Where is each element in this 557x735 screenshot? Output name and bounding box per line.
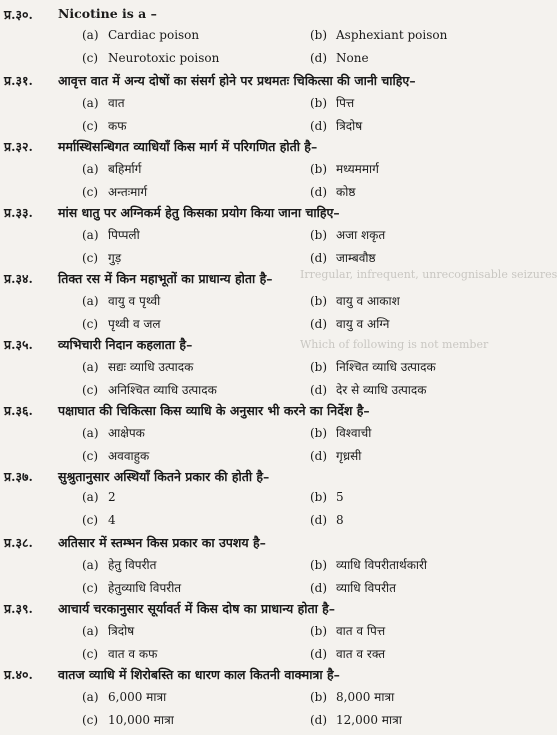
option-text: Neurotoxic poison <box>108 51 220 65</box>
option-label: (a) <box>82 624 99 638</box>
option-label: (d) <box>310 581 328 595</box>
option-label: (d) <box>310 513 328 527</box>
option-label: (a) <box>82 360 99 374</box>
option-b <box>310 490 344 504</box>
option-text: None <box>336 51 369 65</box>
option-label: (b) <box>310 228 328 242</box>
option-text: अनिश्चित व्याधि उत्पादक <box>108 383 217 397</box>
option-d <box>310 513 344 527</box>
option-text: 5 <box>336 490 344 504</box>
option-b <box>310 622 385 639</box>
bleed-through-text: Irregular, infrequent, unrecognisable seizures <box>300 268 557 281</box>
option-text: सद्यः व्याधि उत्पादक <box>108 360 194 374</box>
question-number: प्र.३२. <box>4 139 33 154</box>
option-b <box>310 688 394 705</box>
option-b <box>310 358 436 375</box>
option-label: (d) <box>310 449 328 463</box>
option-b <box>310 226 385 243</box>
option-c <box>82 645 157 662</box>
option-a <box>82 556 156 573</box>
question-text: तिक्त रस में किन महाभूतों का प्राधान्य होता है– <box>58 271 273 286</box>
option-label: (d) <box>310 647 328 661</box>
option-label: (a) <box>82 690 99 704</box>
option-label: (d) <box>310 317 328 331</box>
option-label: (a) <box>82 162 99 176</box>
option-c <box>82 447 149 464</box>
option-a <box>82 28 199 42</box>
option-text: Asphexiant poison <box>336 28 448 42</box>
option-label: (d) <box>310 713 328 727</box>
option-label: (c) <box>82 581 99 595</box>
option-text: 8,000 मात्रा <box>336 690 395 704</box>
question-text: अतिसार में स्तम्भन किस प्रकार का उपशय है– <box>58 535 266 550</box>
option-text: निश्चित व्याधि उत्पादक <box>336 360 436 374</box>
option-label: (d) <box>310 51 328 65</box>
option-text: विश्वाची <box>336 426 372 440</box>
option-text: पिप्पली <box>108 228 140 242</box>
option-label: (a) <box>82 558 99 572</box>
option-label: (c) <box>82 647 99 661</box>
question-text: व्यभिचारी निदान कहलाता है– <box>58 337 193 352</box>
option-label: (c) <box>82 119 99 133</box>
option-label: (d) <box>310 185 328 199</box>
option-label: (c) <box>82 185 99 199</box>
question-text: वातज व्याधि में शिरोबस्ति का धारण काल कितनी वाक्मात्रा है– <box>58 667 340 682</box>
option-d <box>310 645 385 662</box>
option-text: वात व रक्त <box>336 647 386 661</box>
option-label: (c) <box>82 449 99 463</box>
option-d <box>310 381 426 398</box>
question-number: प्र.४०. <box>4 667 33 682</box>
option-label: (c) <box>82 513 99 527</box>
question-number: प्र.३३. <box>4 205 33 220</box>
option-a <box>82 688 166 705</box>
question-text: आचार्य चरकानुसार सूर्यावर्त में किस दोष का प्राधान्य होता है– <box>58 601 336 616</box>
option-text: वात व पित्त <box>336 624 386 638</box>
option-text: अन्तःमार्ग <box>108 185 148 199</box>
option-label: (c) <box>82 383 99 397</box>
question-number: प्र.३१. <box>4 73 33 88</box>
option-label: (b) <box>310 558 328 572</box>
question-text: मांस धातु पर अग्निकर्म हेतु किसका प्रयोग किया जाना चाहिए– <box>58 205 340 220</box>
option-d <box>310 249 376 266</box>
option-label: (b) <box>310 360 328 374</box>
option-a <box>82 160 141 177</box>
question-number: प्र.३७. <box>4 469 33 484</box>
option-text: व्याधि विपरीत <box>336 581 396 595</box>
option-text: हेतुव्याधि विपरीत <box>108 581 182 595</box>
option-c <box>82 117 126 134</box>
option-label: (c) <box>82 51 99 65</box>
option-c <box>82 513 116 527</box>
option-b <box>310 556 427 573</box>
question-number: प्र.३६. <box>4 403 33 418</box>
option-d <box>310 447 361 464</box>
option-label: (a) <box>82 426 99 440</box>
option-label: (b) <box>310 624 328 638</box>
option-text: जाम्बवौष्ठ <box>336 251 376 265</box>
option-text: वात व कफ <box>108 647 158 661</box>
option-label: (d) <box>310 251 328 265</box>
option-b <box>310 160 379 177</box>
option-c <box>82 51 219 65</box>
option-text: कोष्ठ <box>336 185 356 199</box>
question-number: प्र.३०. <box>4 7 33 22</box>
option-text: 10,000 मात्रा <box>108 713 174 727</box>
option-label: (c) <box>82 317 99 331</box>
option-a <box>82 424 145 441</box>
option-text: मध्यममार्ग <box>336 162 379 176</box>
question-number: प्र.३८. <box>4 535 33 550</box>
option-text: Cardiac poison <box>108 28 200 42</box>
option-text: वायु व पृथ्वी <box>108 294 161 308</box>
option-text: अजा शकृत <box>336 228 386 242</box>
option-label: (d) <box>310 119 328 133</box>
option-label: (d) <box>310 383 328 397</box>
option-label: (a) <box>82 28 99 42</box>
option-d <box>310 711 402 728</box>
option-c <box>82 381 217 398</box>
option-text: वात <box>108 96 125 110</box>
option-text: 2 <box>108 490 116 504</box>
option-b <box>310 424 371 441</box>
option-a <box>82 226 140 243</box>
option-b <box>310 28 447 42</box>
option-d <box>310 51 369 65</box>
question-text: Nicotine is a – <box>58 6 157 21</box>
option-a <box>82 94 125 111</box>
option-b <box>310 292 400 309</box>
option-label: (b) <box>310 28 328 42</box>
option-text: 8 <box>336 513 344 527</box>
option-text: हेतु विपरीत <box>108 558 157 572</box>
option-label: (a) <box>82 490 99 504</box>
option-label: (c) <box>82 251 99 265</box>
option-label: (b) <box>310 490 328 504</box>
option-b <box>310 94 354 111</box>
option-d <box>310 183 355 200</box>
option-a <box>82 490 116 504</box>
question-number: प्र.३९. <box>4 601 33 616</box>
option-text: गुड़ <box>108 251 122 265</box>
option-a <box>82 622 134 639</box>
option-c <box>82 315 161 332</box>
question-text: आवृत्त वात में अन्य दोषों का संसर्ग होने पर प्रथमतः चिकित्सा की जानी चाहिए– <box>58 73 416 88</box>
option-label: (b) <box>310 162 328 176</box>
option-text: व्याधि विपरीतार्थकारी <box>336 558 428 572</box>
option-c <box>82 711 174 728</box>
option-label: (b) <box>310 96 328 110</box>
option-label: (a) <box>82 294 99 308</box>
option-d <box>310 117 362 134</box>
option-c <box>82 249 121 266</box>
option-text: 6,000 मात्रा <box>108 690 167 704</box>
option-text: देर से व्याधि उत्पादक <box>336 383 427 397</box>
option-label: (a) <box>82 96 99 110</box>
option-text: बहिर्मार्ग <box>108 162 142 176</box>
option-text: गृध्रसी <box>336 449 362 463</box>
option-c <box>82 579 181 596</box>
option-text: त्रिदोष <box>108 624 135 638</box>
question-text: मर्मास्थिसन्धिगत व्याधियाँ किस मार्ग में परिगणित होती है– <box>58 139 318 154</box>
option-text: 4 <box>108 513 116 527</box>
option-a <box>82 358 193 375</box>
option-text: कफ <box>108 119 127 133</box>
option-text: अववाहुक <box>108 449 150 463</box>
question-number: प्र.३४. <box>4 271 33 286</box>
option-label: (c) <box>82 713 99 727</box>
option-text: 12,000 मात्रा <box>336 713 402 727</box>
question-text: सुश्रुतानुसार अस्थियाँ कितने प्रकार की होती है– <box>58 469 270 484</box>
option-a <box>82 292 160 309</box>
option-d <box>310 579 396 596</box>
question-number: प्र.३५. <box>4 337 33 352</box>
option-text: पृथ्वी व जल <box>108 317 161 331</box>
option-label: (b) <box>310 690 328 704</box>
option-text: पित्त <box>336 96 355 110</box>
option-text: त्रिदोष <box>336 119 363 133</box>
option-label: (b) <box>310 294 328 308</box>
option-c <box>82 183 147 200</box>
bleed-through-text: Which of following is not member <box>300 338 489 351</box>
option-label: (a) <box>82 228 99 242</box>
option-label: (b) <box>310 426 328 440</box>
option-text: आक्षेपक <box>108 426 145 440</box>
option-text: वायु व आकाश <box>336 294 400 308</box>
option-d <box>310 315 389 332</box>
option-text: वायु व अग्नि <box>336 317 390 331</box>
question-text: पक्षाघात की चिकित्सा किस व्याधि के अनुसार भी करने का निर्देश है– <box>58 403 370 418</box>
